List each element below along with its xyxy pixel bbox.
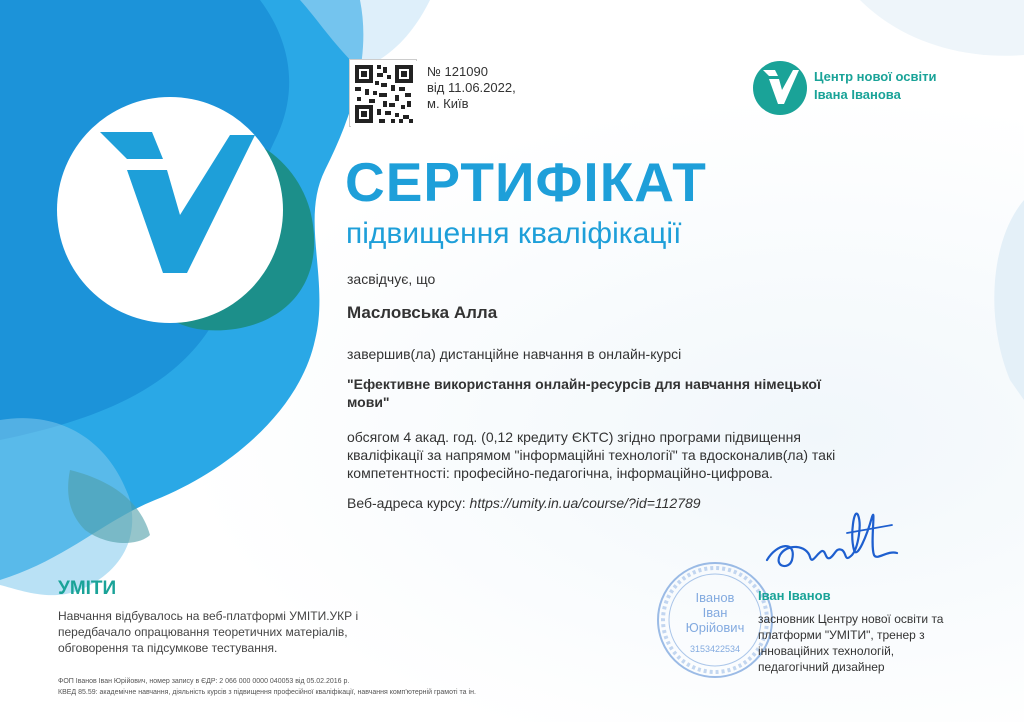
stamp-line-1: Іванов: [695, 590, 735, 605]
signature-icon: [762, 505, 902, 585]
v-logo-icon: [55, 95, 285, 325]
brand-line-1: Центр нової освіти: [814, 69, 937, 84]
stamp-line-2: Іван: [702, 605, 728, 620]
stamp-code: 3153422534: [689, 644, 741, 654]
certifies-text: засвідчує, що: [347, 271, 436, 287]
completion-text: завершив(ла) дистанційне навчання в онлайн-курсі: [347, 346, 682, 362]
brand-line-2: Івана Іванова: [814, 87, 901, 102]
signer-name: Іван Іванов: [758, 588, 831, 603]
certificate-meta: [427, 64, 516, 112]
certificate-city: м. Київ: [427, 96, 469, 111]
platform-description: Навчання відбувалось на веб-платформі УМІТИ.УКР і передбачало опрацювання теоретичних матеріалів, обговорення та підсумкове тестування.: [58, 609, 359, 655]
qr-code-icon: [351, 61, 417, 127]
recipient-name: Масловська Алла: [347, 303, 498, 322]
volume-text: обсягом 4 акад. год. (0,12 кредиту ЄКТС) згідно програми підвищення кваліфікації за напрямом "інформаційні технології" та вдосконалив(ла) такі компетентності: професійно-педагогічна, інформаційно-цифрова.: [347, 429, 836, 481]
qr-code[interactable]: [349, 59, 417, 127]
brand-v-icon: [752, 60, 808, 116]
brand-logo: [752, 60, 937, 121]
course-url-line: [347, 495, 701, 511]
course-title: "Ефективне використання онлайн-ресурсів для навчання німецької мови": [347, 376, 821, 410]
fine-print-2: КВЕД 85.59: академічне навчання, діяльність курсів з підвищення професійної кваліфікації, навчання комп'ютерній грамоті та ін.: [58, 689, 476, 696]
official-stamp: [655, 560, 775, 680]
certificate-title: СЕРТИФІКАТ: [345, 151, 707, 213]
platform-logo: УМІТИ: [58, 578, 117, 599]
fine-print-1: ФОП Іванов Іван Юрійович, номер запису в ЄДР: 2 066 000 0000 040053 від 05.02.2016 р.: [58, 678, 350, 685]
stamp-line-3: Юрійович: [685, 620, 745, 635]
signer-description: засновник Центру нової освіти та платформи "УМІТИ", тренер з інноваційних технологій, педагогічний дизайнер: [758, 612, 944, 674]
certificate-number: № 121090: [427, 64, 488, 79]
certificate-subtitle: підвищення кваліфікації: [346, 217, 682, 250]
certificate-date: від 11.06.2022,: [427, 80, 516, 95]
course-url-link[interactable]: https://umity.in.ua/course/?id=112789: [469, 495, 701, 511]
course-url-label: Веб-адреса курсу:: [347, 495, 466, 511]
